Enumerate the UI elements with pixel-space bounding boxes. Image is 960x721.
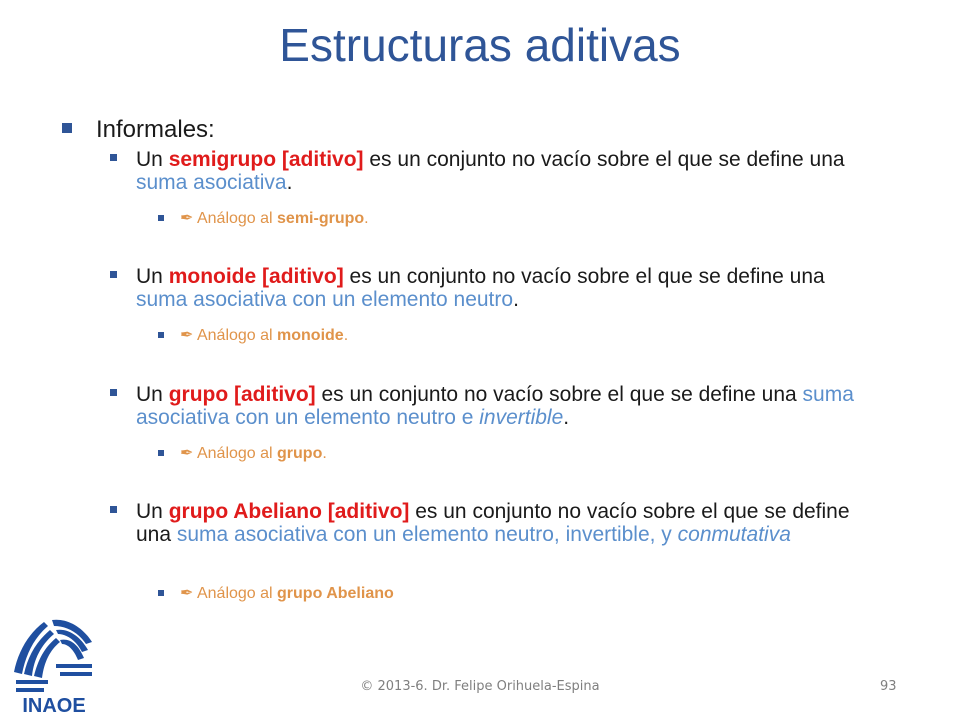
bullet-square-icon — [158, 215, 164, 221]
bullet-square-icon — [158, 450, 164, 456]
bullet-square-icon — [158, 590, 164, 596]
page-number: 93 — [880, 679, 897, 694]
highlight-text: suma asociativa con un elemento neutro, invertible, y — [176, 523, 678, 546]
term-semigrupo: semigrupo [aditivo] — [168, 148, 364, 171]
section-label: Informales: — [96, 116, 215, 143]
definition-semigrupo: Un semigrupo [aditivo] es un conjunto no vacío sobre el que se define una suma asociativa. — [136, 148, 845, 194]
slide-title: Estructuras aditivas — [279, 19, 681, 71]
bullet-square-icon — [158, 332, 164, 338]
bullet-square-icon — [110, 154, 117, 161]
highlight-text: suma asociativa — [136, 171, 287, 194]
highlight-text: suma asociativa con un elemento neutro e — [136, 383, 854, 429]
term-grupo: grupo [aditivo] — [168, 383, 316, 406]
term-grupo-abeliano: grupo Abeliano [aditivo] — [168, 500, 410, 523]
bullet-square-icon — [62, 123, 72, 133]
term-monoide: monoide [aditivo] — [168, 265, 344, 288]
logo-text: INAOE — [22, 695, 86, 716]
definition-monoide: Un monoide [aditivo] es un conjunto no vacío sobre el que se define una suma asociativa con un elemento neutro. — [136, 265, 825, 311]
analogy-grupo-abeliano: ✒ Análogo al grupo Abeliano — [180, 585, 394, 602]
analogy-grupo: ✒ Análogo al grupo. — [180, 445, 327, 462]
analogy-semigrupo: ✒ Análogo al semi-grupo. — [180, 210, 369, 227]
definition-grupo: Un grupo [aditivo] es un conjunto no vacío sobre el que se define una suma asociativa con un elemento neutro e invertible. — [136, 383, 854, 429]
bullet-square-icon — [110, 506, 117, 513]
analogy-monoide: ✒ Análogo al monoide. — [180, 327, 349, 344]
footer-copyright: © 2013-6. Dr. Felipe Orihuela-Espina — [360, 679, 600, 694]
definition-grupo-abeliano: Un grupo Abeliano [aditivo] es un conjunto no vacío sobre el que se define una suma asociativa con un elemento neutro, invertible, y conmutativa — [136, 500, 850, 546]
highlight-text: suma asociativa con un elemento neutro — [136, 288, 514, 311]
inaoe-logo-icon — [8, 612, 100, 716]
bullet-square-icon — [110, 389, 117, 396]
bullet-square-icon — [110, 271, 117, 278]
